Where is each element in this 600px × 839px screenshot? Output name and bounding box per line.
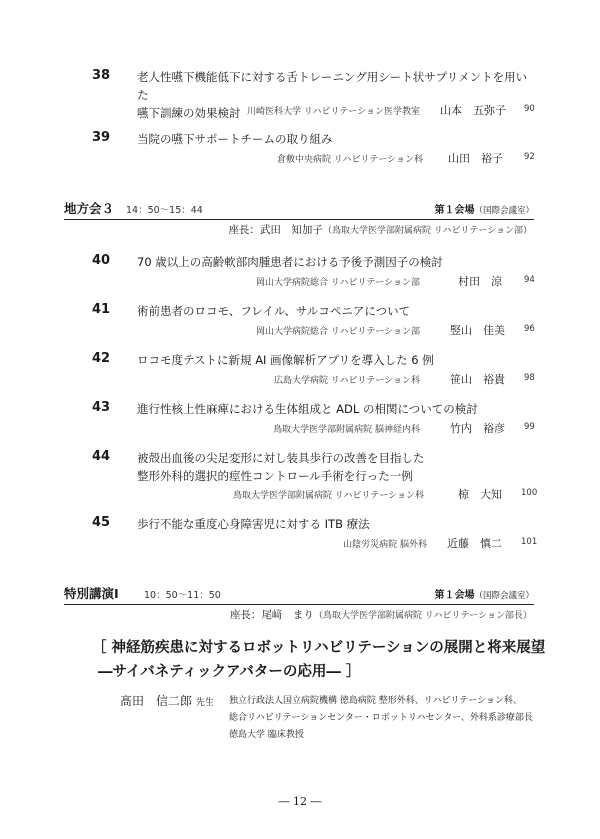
lecturer-affiliation-line: 徳島大学 臨床教授 <box>229 730 304 740</box>
session-chair <box>228 222 532 237</box>
lecture-title <box>92 636 552 684</box>
entry-number: 41 <box>92 302 111 317</box>
entry-number: 42 <box>92 351 111 366</box>
entry-page: 100 <box>521 488 538 498</box>
entry-title <box>137 449 537 485</box>
entry-title-line: 進行性核上性麻痺における生体組成と ADL の相関についての検討 <box>137 402 478 416</box>
session-time: 14：50〜15：44 <box>126 205 203 216</box>
entry-author: 竪山 佳美 <box>450 324 505 337</box>
entry-title-line: 70 歳以上の高齢軟部肉腫患者における予後予測因子の検討 <box>137 255 443 269</box>
entry-author-line <box>0 150 600 164</box>
entry-page: 90 <box>524 104 535 114</box>
entry-page: 98 <box>524 373 535 383</box>
entry-title <box>137 253 537 271</box>
entry-author: 椋 大知 <box>458 488 502 501</box>
entry-number: 45 <box>92 515 111 530</box>
entry-author-line <box>0 486 600 500</box>
entry-affiliation: 川崎医科大学 リハビリテーション医学教室 <box>246 107 420 117</box>
chair-affiliation: （鳥取大学医学部附属病院 リハビリテーション部長） <box>313 611 532 621</box>
session-room-name: 第１会場 <box>434 590 475 601</box>
session-label: 地方会３ <box>64 201 115 216</box>
lecturer-name: 髙田 信二郎 <box>120 694 193 708</box>
lecture-title-line: ―サイバネティックアバターの応用― ］ <box>98 663 361 680</box>
entry-affiliation: 鳥取大学医学部附属病院 リハビリテーション科 <box>232 491 424 501</box>
entry-page: 92 <box>524 152 535 162</box>
entry-title-line: ロコモ度テストに新規 AI 画像解析アプリを導入した 6 例 <box>137 353 434 367</box>
page-number: ― 12 ― <box>278 795 322 808</box>
entry-author-line <box>0 420 600 434</box>
entry-title <box>137 400 537 418</box>
entry-page: 94 <box>524 275 535 285</box>
chair-affiliation: （鳥取大学医学部附属病院 リハビリテーション部） <box>322 226 532 236</box>
entry-author: 山田 裕子 <box>448 152 503 165</box>
entry-author: 近藤 慎二 <box>447 537 502 550</box>
entry-author-line <box>0 273 600 287</box>
entry-title-line: 嚥下訓練の効果検討 <box>137 106 241 120</box>
session-room <box>434 586 534 601</box>
entry-page: 96 <box>524 324 535 334</box>
session-room-name: 第１会場 <box>434 205 475 216</box>
entry-number: 40 <box>92 253 111 268</box>
entry-number: 43 <box>92 400 111 415</box>
entry-title <box>137 302 537 320</box>
entry-author: 笹山 裕貴 <box>450 373 505 386</box>
entry-number: 39 <box>92 130 111 145</box>
session-header-local3 <box>64 199 534 220</box>
entry-author-line <box>0 102 600 116</box>
entry-title-line: 被殻出血後の尖足変形に対し装具歩行の改善を目指した <box>137 451 425 465</box>
session-room-detail: （国際会議室） <box>474 591 534 601</box>
entry-author: 竹内 裕彦 <box>450 422 505 435</box>
chair-name: 尾﨑 まり <box>261 609 314 621</box>
entry-author-line <box>0 322 600 336</box>
entry-title-line: 整形外科的選択的痙性コントロール手術を行った一例 <box>137 469 413 483</box>
entry-affiliation: 山陰労災病院 脳外科 <box>343 540 427 550</box>
lecturer-affiliation <box>229 693 559 744</box>
entry-affiliation: 鳥取大学医学部附属病院 脳神経内科 <box>273 425 420 435</box>
entry-page: 101 <box>521 537 538 547</box>
session-label: 特別講演Ⅰ <box>64 586 119 601</box>
entry-title-line: 当院の嚥下サポートチームの取り組み <box>137 132 333 146</box>
session-room-detail: （国際会議室） <box>474 206 534 216</box>
entry-author: 村田 涼 <box>458 275 502 288</box>
entry-number: 38 <box>92 68 111 83</box>
session-header-special-lecture <box>64 584 534 605</box>
entry-title <box>137 351 537 369</box>
session-chair <box>230 607 532 622</box>
entry-title <box>137 130 537 148</box>
entry-author: 山本 五弥子 <box>440 104 506 117</box>
chair-prefix: 座長： <box>229 609 262 621</box>
entry-affiliation: 倉敷中央病院 リハビリテーション科 <box>276 155 423 165</box>
entry-title-line: 老人性嚥下機能低下に対する舌トレーニング用シート状サプリメントを用いた <box>137 70 528 102</box>
lecture-title-line: ［ 神経筋疾患に対するロボットリハビリテーションの展開と将来展望 <box>92 639 546 656</box>
chair-name: 武田 知加子 <box>259 224 323 236</box>
entry-author-line <box>0 371 600 385</box>
entry-title <box>137 515 537 533</box>
entry-affiliation: 岡山大学病院総合 リハビリテーション部 <box>255 278 420 288</box>
entry-affiliation: 広島大学病院 リハビリテーション科 <box>273 376 420 386</box>
entry-author-line <box>0 535 600 549</box>
lecturer-honorific: 先生 <box>195 698 214 708</box>
entry-affiliation: 岡山大学病院総合 リハビリテーション部 <box>255 327 420 337</box>
entry-title-line: 歩行不能な重度心身障害児に対する ITB 療法 <box>137 517 370 531</box>
entry-title-line: 術前患者のロコモ、フレイル、サルコペニアについて <box>137 304 411 318</box>
lecturer-affiliation-line: 独立行政法人国立病院機構 徳島病院 整形外科、リハビリテーション科、 <box>229 696 522 706</box>
chair-prefix: 座長： <box>228 224 260 236</box>
lecturer <box>120 692 214 709</box>
entry-page: 99 <box>524 422 535 432</box>
session-room <box>434 201 534 216</box>
entry-number: 44 <box>92 449 111 464</box>
lecturer-affiliation-line: 総合リハビリテーションセンター・ロボットリハセンター、外科系診療部長 <box>229 713 533 723</box>
session-time: 10：50〜11：50 <box>144 590 221 601</box>
